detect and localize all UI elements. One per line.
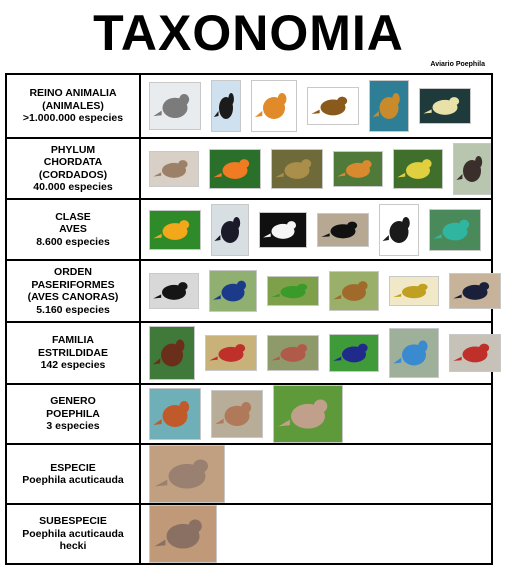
example-images-cell (140, 74, 492, 138)
rank-label (6, 199, 140, 260)
acuticauda-ground-photo (149, 445, 225, 503)
example-images-cell (140, 199, 492, 260)
example-images-cell (140, 138, 492, 199)
rank-label-line: SUBESPECIE (39, 515, 107, 528)
rank-label-line: 142 especies (40, 359, 106, 372)
starfish-photo (251, 80, 297, 132)
rank-label-line: Poephila acuticauda (22, 474, 124, 486)
woodpecker-photo (379, 204, 419, 256)
crow-photo (149, 273, 199, 309)
taxonomy-row (6, 138, 492, 199)
rank-label-line: 8.600 especies (36, 235, 110, 248)
rank-label (6, 260, 140, 322)
toad-photo (271, 149, 323, 189)
rank-label-line: REINO ANIMALIA (29, 87, 117, 100)
example-images (149, 80, 491, 132)
rank-label-line: PHYLUM (50, 143, 96, 156)
starling-photo (449, 273, 501, 309)
bluefinch-photo (329, 334, 379, 372)
rank-label-line: (ANIMALES) (42, 99, 104, 112)
example-images (149, 445, 491, 503)
rank-label (6, 322, 140, 384)
gouldian-photo (389, 328, 439, 378)
example-images-cell (140, 322, 492, 384)
poephila-acuticauda-photo (273, 385, 343, 443)
example-images (149, 270, 491, 312)
rank-label-line: ESPECIE (50, 461, 96, 474)
blackbird-photo (317, 213, 369, 247)
beetle-photo (307, 87, 359, 125)
redbreast-photo (449, 334, 501, 372)
rank-label-line: 5.160 especies (36, 303, 110, 316)
example-images (149, 326, 491, 380)
cassowary-photo (211, 204, 249, 256)
hummingbird-photo (429, 209, 481, 251)
example-images-cell (140, 444, 492, 504)
rank-label-line: AVES (59, 223, 87, 236)
penguin-photo (211, 80, 241, 132)
example-images-cell (140, 504, 492, 564)
taxonomy-row (6, 322, 492, 384)
rank-label-line: ORDEN (54, 266, 92, 278)
example-images-cell (140, 260, 492, 322)
example-images-cell (140, 384, 492, 444)
rank-label-line: CHORDATA (43, 156, 103, 168)
rank-label-line: 3 especies (46, 420, 100, 433)
munia-photo (149, 326, 195, 380)
coral-photo (369, 80, 409, 132)
taxonomy-row (6, 74, 492, 138)
hecki-photo (149, 505, 217, 563)
example-images (149, 143, 491, 195)
rank-label (6, 384, 140, 444)
rank-label (6, 444, 140, 504)
sparrow-photo (329, 271, 379, 311)
rank-label-line: ESTRILDIDAE (37, 346, 108, 359)
rank-label-line: POEPHILA (46, 407, 100, 420)
rank-label-line: GENERO (50, 395, 96, 408)
example-images (149, 204, 491, 256)
example-images (149, 385, 491, 443)
eagle-photo (259, 212, 307, 248)
page-title: TAXONOMIA (93, 5, 404, 61)
swallow-photo (209, 270, 257, 312)
fish-photo (209, 149, 261, 189)
rank-label-line: (CORDADOS) (38, 168, 108, 181)
waxbill-photo (205, 335, 257, 371)
poephila-pair-photo (211, 390, 263, 438)
taxonomy-row (6, 384, 492, 444)
rank-label-line: >1.000.000 especies (22, 112, 124, 125)
taxonomy-row (6, 260, 492, 322)
rank-label-line: CLASE (55, 210, 91, 223)
rank-label-line: (AVES CANORAS) (27, 291, 119, 303)
rank-label (6, 504, 140, 564)
rank-label (6, 74, 140, 138)
worm-photo (419, 88, 471, 124)
rank-label-line: Poephila acuticauda (22, 527, 124, 540)
poephila-personata-photo (149, 388, 201, 440)
rank-label (6, 138, 140, 199)
warbler-photo (389, 276, 439, 306)
taxonomy-row (6, 504, 492, 564)
taxonomy-table-body (6, 74, 492, 564)
firetail-photo (267, 335, 319, 371)
taxonomy-row (6, 199, 492, 260)
rank-label-line: 40.000 especies (33, 181, 113, 193)
rank-label-line: PASERIFORMES (31, 278, 115, 291)
taxonomy-row (6, 444, 492, 504)
green-finch-photo (267, 276, 319, 306)
tiger-photo (333, 151, 383, 187)
taxonomy-table (5, 73, 493, 565)
rank-label-line: hecki (59, 540, 87, 553)
credit-label: Aviario Poephila (430, 61, 485, 68)
toucan-photo (149, 210, 201, 250)
ostrich-photo (453, 143, 491, 195)
example-images (149, 505, 491, 563)
rank-label-line: FAMILIA (52, 334, 94, 347)
elephant-photo (149, 82, 201, 130)
snake-photo (149, 151, 199, 187)
parrot-photo (393, 149, 443, 189)
